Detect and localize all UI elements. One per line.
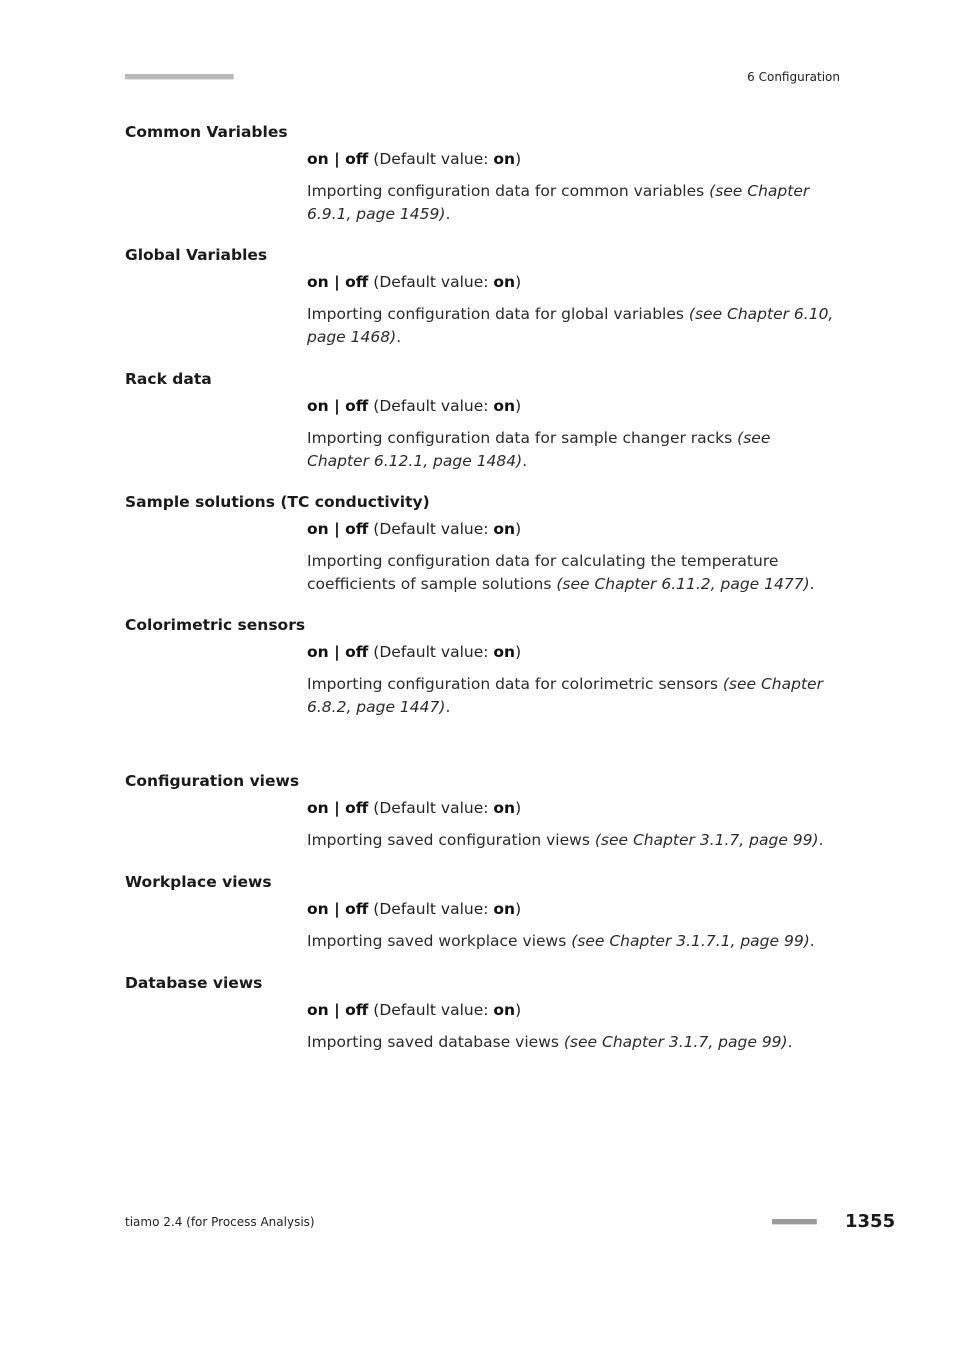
option-off: off — [345, 520, 369, 538]
options-line — [307, 898, 837, 920]
description-end: . — [787, 1033, 793, 1051]
option-on: on — [307, 900, 329, 918]
default-value: on — [493, 273, 516, 291]
section-sample-solutions — [125, 492, 845, 615]
option-off: off — [345, 799, 369, 817]
option-separator: | — [328, 397, 346, 415]
option-off: off — [345, 1001, 369, 1019]
chapter-reference-link[interactable]: (see Chapter 6.12.1, page 1484) — [307, 429, 771, 470]
options-line — [307, 641, 837, 663]
description — [307, 427, 837, 472]
description-end: . — [818, 831, 824, 849]
page-number: 1355 — [845, 1211, 896, 1232]
option-separator: | — [328, 799, 346, 817]
default-prefix: (Default value: — [368, 643, 494, 661]
default-suffix: ) — [515, 1001, 522, 1019]
description — [307, 829, 837, 852]
description-text: Importing configuration data for colorimetric sensors — [307, 675, 723, 693]
default-value: on — [493, 643, 516, 661]
section-workplace-views — [125, 872, 845, 973]
option-separator: | — [328, 1001, 346, 1019]
section-database-views — [125, 973, 845, 1074]
default-suffix: ) — [515, 397, 522, 415]
option-on: on — [307, 520, 329, 538]
default-suffix: ) — [515, 643, 522, 661]
description-end: . — [809, 574, 815, 593]
section-title: Sample solutions (TC conductivity) — [125, 493, 430, 511]
option-on: on — [307, 150, 329, 168]
section-body — [307, 641, 837, 718]
option-separator: | — [328, 643, 346, 661]
section-title: Workplace views — [125, 873, 272, 891]
option-off: off — [345, 273, 369, 291]
description-end: . — [809, 932, 815, 950]
section-body — [307, 898, 837, 953]
chapter-header: 6 Configuration — [747, 70, 840, 84]
description-text: Importing saved database views — [307, 1033, 564, 1051]
section-title: Common Variables — [125, 123, 288, 141]
description-text: Importing saved configuration views — [307, 831, 595, 849]
section-configuration-views — [125, 771, 845, 872]
default-prefix: (Default value: — [368, 1001, 494, 1019]
default-value: on — [493, 520, 516, 538]
option-separator: | — [328, 273, 346, 291]
chapter-reference-link[interactable]: (see Chapter 6.8.2, page 1447) — [307, 675, 823, 716]
section-body — [307, 271, 837, 348]
description — [307, 673, 837, 718]
section-title: Configuration views — [125, 772, 300, 790]
option-off: off — [345, 643, 369, 661]
description-end: . — [522, 451, 528, 470]
default-prefix: (Default value: — [368, 520, 494, 538]
default-prefix: (Default value: — [368, 397, 494, 415]
option-separator: | — [328, 520, 346, 538]
default-suffix: ) — [515, 520, 522, 538]
option-separator: | — [328, 900, 346, 918]
default-value: on — [493, 1001, 516, 1019]
chapter-reference-link[interactable]: (see Chapter 3.1.7, page 99) — [594, 831, 819, 849]
section-body — [307, 148, 837, 225]
section-title: Global Variables — [125, 246, 268, 264]
default-suffix: ) — [515, 273, 522, 291]
section-body — [307, 518, 837, 595]
options-line — [307, 518, 837, 540]
description — [307, 1031, 837, 1054]
description-text: Importing configuration data for common variables — [307, 182, 710, 200]
section-body — [307, 395, 837, 472]
options-line — [307, 271, 837, 293]
chapter-reference-link[interactable]: (see Chapter 6.11.2, page 1477) — [556, 574, 810, 593]
default-value: on — [493, 900, 516, 918]
description-end: . — [445, 204, 451, 223]
options-line — [307, 999, 837, 1021]
section-title: Rack data — [125, 370, 212, 388]
options-line — [307, 148, 837, 170]
default-suffix: ) — [515, 900, 522, 918]
chapter-reference-link[interactable]: (see Chapter 3.1.7.1, page 99) — [571, 932, 810, 950]
description-text: Importing configuration data for calculating the temperature coefficients of sample solutions — [307, 552, 779, 593]
default-prefix: (Default value: — [368, 799, 494, 817]
section-colorimetric-sensors — [125, 615, 845, 771]
default-value: on — [493, 397, 516, 415]
option-on: on — [307, 643, 329, 661]
section-common-variables — [125, 122, 845, 245]
chapter-reference-link[interactable]: (see Chapter 6.9.1, page 1459) — [307, 182, 810, 223]
description-end: . — [445, 697, 451, 716]
description-text: Importing saved workplace views — [307, 932, 572, 950]
section-title: Colorimetric sensors — [125, 616, 306, 634]
description — [307, 550, 837, 595]
description-text: Importing configuration data for sample changer racks — [307, 429, 738, 447]
option-on: on — [307, 799, 329, 817]
default-suffix: ) — [515, 799, 522, 817]
option-off: off — [345, 900, 369, 918]
description-text: Importing configuration data for global variables — [307, 305, 689, 323]
description — [307, 930, 837, 953]
description-end: . — [396, 327, 402, 346]
content — [125, 122, 845, 1074]
options-line — [307, 395, 837, 417]
default-prefix: (Default value: — [368, 900, 494, 918]
chapter-reference-link[interactable]: (see Chapter 6.10, page 1468) — [307, 305, 834, 346]
option-on: on — [307, 397, 329, 415]
description — [307, 180, 837, 225]
section-body — [307, 797, 837, 852]
section-body — [307, 999, 837, 1054]
chapter-reference-link[interactable]: (see Chapter 3.1.7, page 99) — [563, 1033, 788, 1051]
footer-decoration: ■■■■■■■■■ — [772, 1217, 817, 1227]
section-global-variables — [125, 245, 845, 369]
section-rack-data — [125, 369, 845, 492]
option-off: off — [345, 397, 369, 415]
option-off: off — [345, 150, 369, 168]
default-value: on — [493, 150, 516, 168]
default-suffix: ) — [515, 150, 522, 168]
default-prefix: (Default value: — [368, 150, 494, 168]
option-on: on — [307, 1001, 329, 1019]
option-on: on — [307, 273, 329, 291]
footer-product-name: tiamo 2.4 (for Process Analysis) — [125, 1215, 315, 1229]
header-decoration: ■■■■■■■■■■■■■■■■■■■■■■ — [125, 72, 234, 82]
options-line — [307, 797, 837, 819]
description — [307, 303, 837, 348]
default-prefix: (Default value: — [368, 273, 494, 291]
default-value: on — [493, 799, 516, 817]
section-title: Database views — [125, 974, 263, 992]
option-separator: | — [328, 150, 346, 168]
